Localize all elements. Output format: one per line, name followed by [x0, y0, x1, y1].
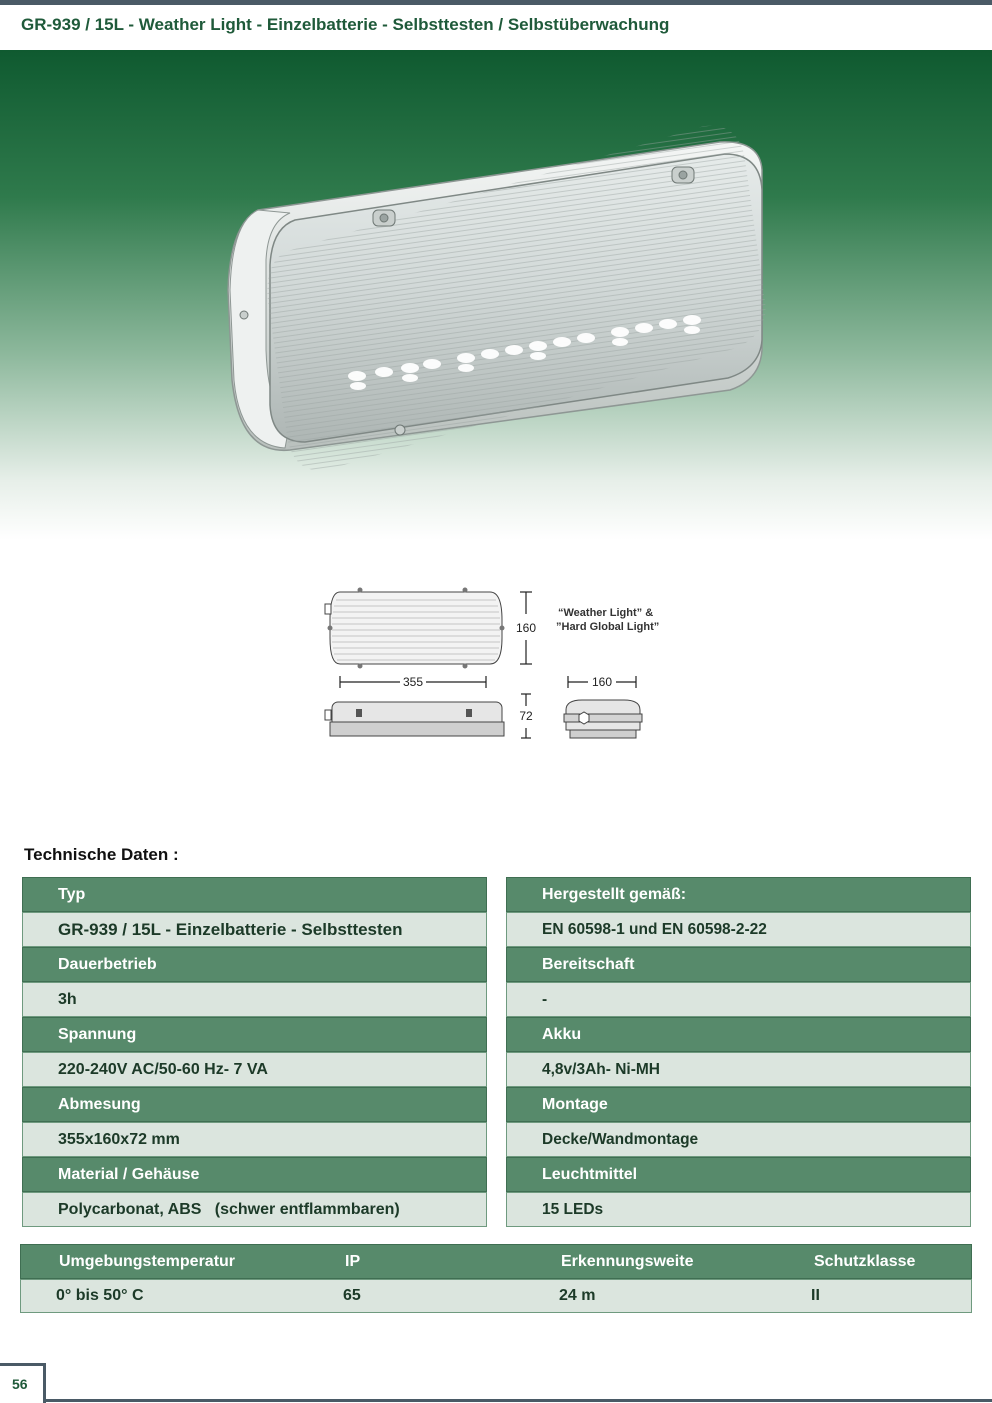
spec-value-bereitschaft: - — [506, 982, 971, 1017]
bottom-rule — [46, 1399, 992, 1402]
emergency-light-illustration — [0, 50, 992, 540]
spec-value-material: Polycarbonat, ABS (schwer entflammbaren) — [22, 1192, 487, 1227]
summary-value-row — [20, 1279, 972, 1313]
spec-label-material: Material / Gehäuse — [22, 1157, 487, 1192]
depth-dimension: 72 — [519, 709, 533, 723]
spec-table-left — [22, 877, 487, 1227]
page-number: 56 — [12, 1376, 28, 1392]
summary-header-temperature: Umgebungstemperatur — [59, 1252, 236, 1270]
spec-label-typ: Typ — [22, 877, 487, 912]
summary-header-row — [20, 1244, 972, 1279]
drawing-caption-line2: ”Hard Global Light” — [556, 621, 660, 633]
summary-value-class: II — [811, 1287, 820, 1304]
spec-value-hergestellt: EN 60598-1 und EN 60598-2-22 — [506, 912, 971, 947]
summary-value-range: 24 m — [559, 1287, 596, 1304]
spec-label-montage: Montage — [506, 1087, 971, 1122]
width-dimension: 160 — [591, 675, 613, 689]
height-dimension: 160 — [515, 621, 537, 635]
spec-table-right — [506, 877, 971, 1227]
summary-header-range: Erkennungsweite — [561, 1252, 694, 1270]
summary-header-ip: IP — [345, 1252, 361, 1270]
spec-value-dauerbetrieb: 3h — [22, 982, 487, 1017]
summary-value-ip: 65 — [343, 1287, 361, 1304]
product-photo — [0, 50, 992, 540]
spec-label-spannung: Spannung — [22, 1017, 487, 1052]
spec-value-akku: 4,8v/3Ah- Ni-MH — [506, 1052, 971, 1087]
tech-data-heading: Technische Daten : — [24, 845, 179, 864]
spec-label-abmesung: Abmesung — [22, 1087, 487, 1122]
dimension-drawing — [320, 580, 670, 750]
top-rule — [0, 0, 992, 5]
summary-header-class: Schutzklasse — [814, 1252, 916, 1270]
length-dimension: 355 — [402, 675, 424, 689]
spec-label-hergestellt: Hergestellt gemäß: — [506, 877, 971, 912]
spec-label-akku: Akku — [506, 1017, 971, 1052]
drawing-caption-line1: “Weather Light” & — [558, 607, 654, 619]
spec-value-spannung: 220-240V AC/50-60 Hz- 7 VA — [22, 1052, 487, 1087]
summary-table — [20, 1244, 972, 1313]
spec-label-dauerbetrieb: Dauerbetrieb — [22, 947, 487, 982]
summary-value-temperature: 0° bis 50° C — [56, 1287, 144, 1304]
spec-value-montage: Decke/Wandmontage — [506, 1122, 971, 1157]
spec-value-typ: GR-939 / 15L - Einzelbatterie - Selbsttesten — [22, 912, 487, 947]
spec-label-bereitschaft: Bereitschaft — [506, 947, 971, 982]
spec-value-abmesung: 355x160x72 mm — [22, 1122, 487, 1157]
spec-label-leuchtmittel: Leuchtmittel — [506, 1157, 971, 1192]
spec-value-leuchtmittel: 15 LEDs — [506, 1192, 971, 1227]
page-title: GR-939 / 15L - Weather Light - Einzelbatterie - Selbsttesten / Selbstüberwachung — [21, 15, 670, 34]
